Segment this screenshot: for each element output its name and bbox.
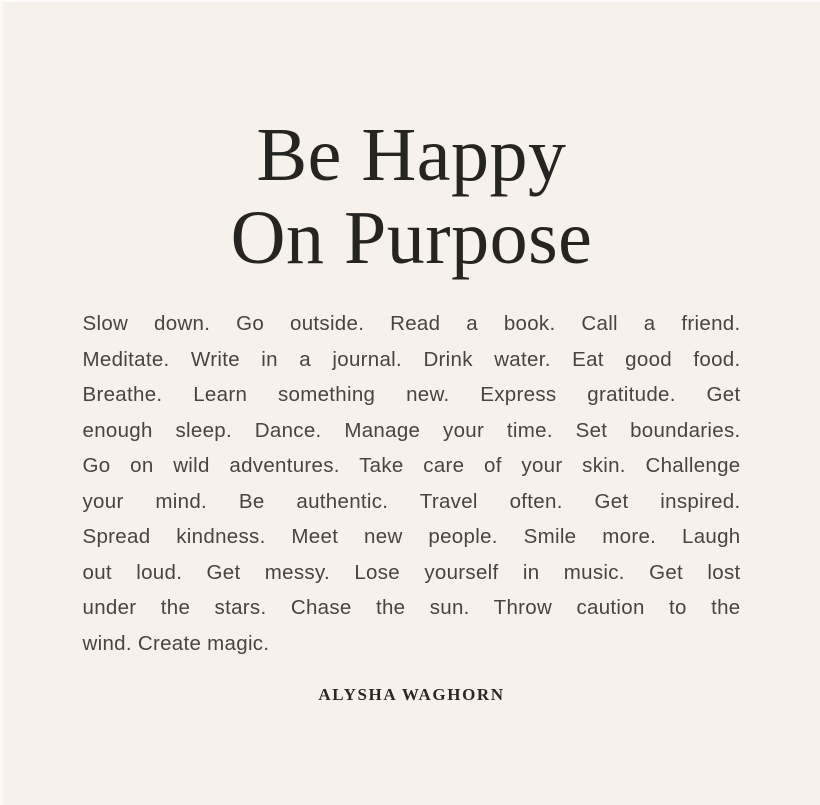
body-line: under the stars. Chase the sun. Throw caution to the <box>82 596 741 619</box>
body-line: wind. Create magic. <box>82 631 270 655</box>
poster-body <box>83 306 741 661</box>
body-line: Meditate. Write in a journal. Drink water. Eat good food. <box>82 347 741 371</box>
body-line: enough sleep. Dance. Manage your time. Set boundaries. <box>82 418 741 442</box>
body-line: Slow down. Go outside. Read a book. Call a friend. <box>82 312 741 335</box>
attribution-author: ALYSHA WAGHORN <box>318 685 505 704</box>
poster-title-line-2: On Purpose <box>230 196 593 280</box>
poster-title-line-1: Be Happy <box>256 113 567 197</box>
body-line: Breathe. Learn something new. Express gratitude. Get <box>82 383 741 406</box>
body-line: your mind. Be authentic. Travel often. Get inspired. <box>82 489 741 513</box>
body-line: Go on wild adventures. Take care of your skin. Challenge <box>82 454 741 477</box>
body-line: Spread kindness. Meet new people. Smile more. Laugh <box>82 525 741 548</box>
body-line: out loud. Get messy. Lose yourself in music. Get lost <box>82 560 741 584</box>
poster-title <box>3 2 820 280</box>
